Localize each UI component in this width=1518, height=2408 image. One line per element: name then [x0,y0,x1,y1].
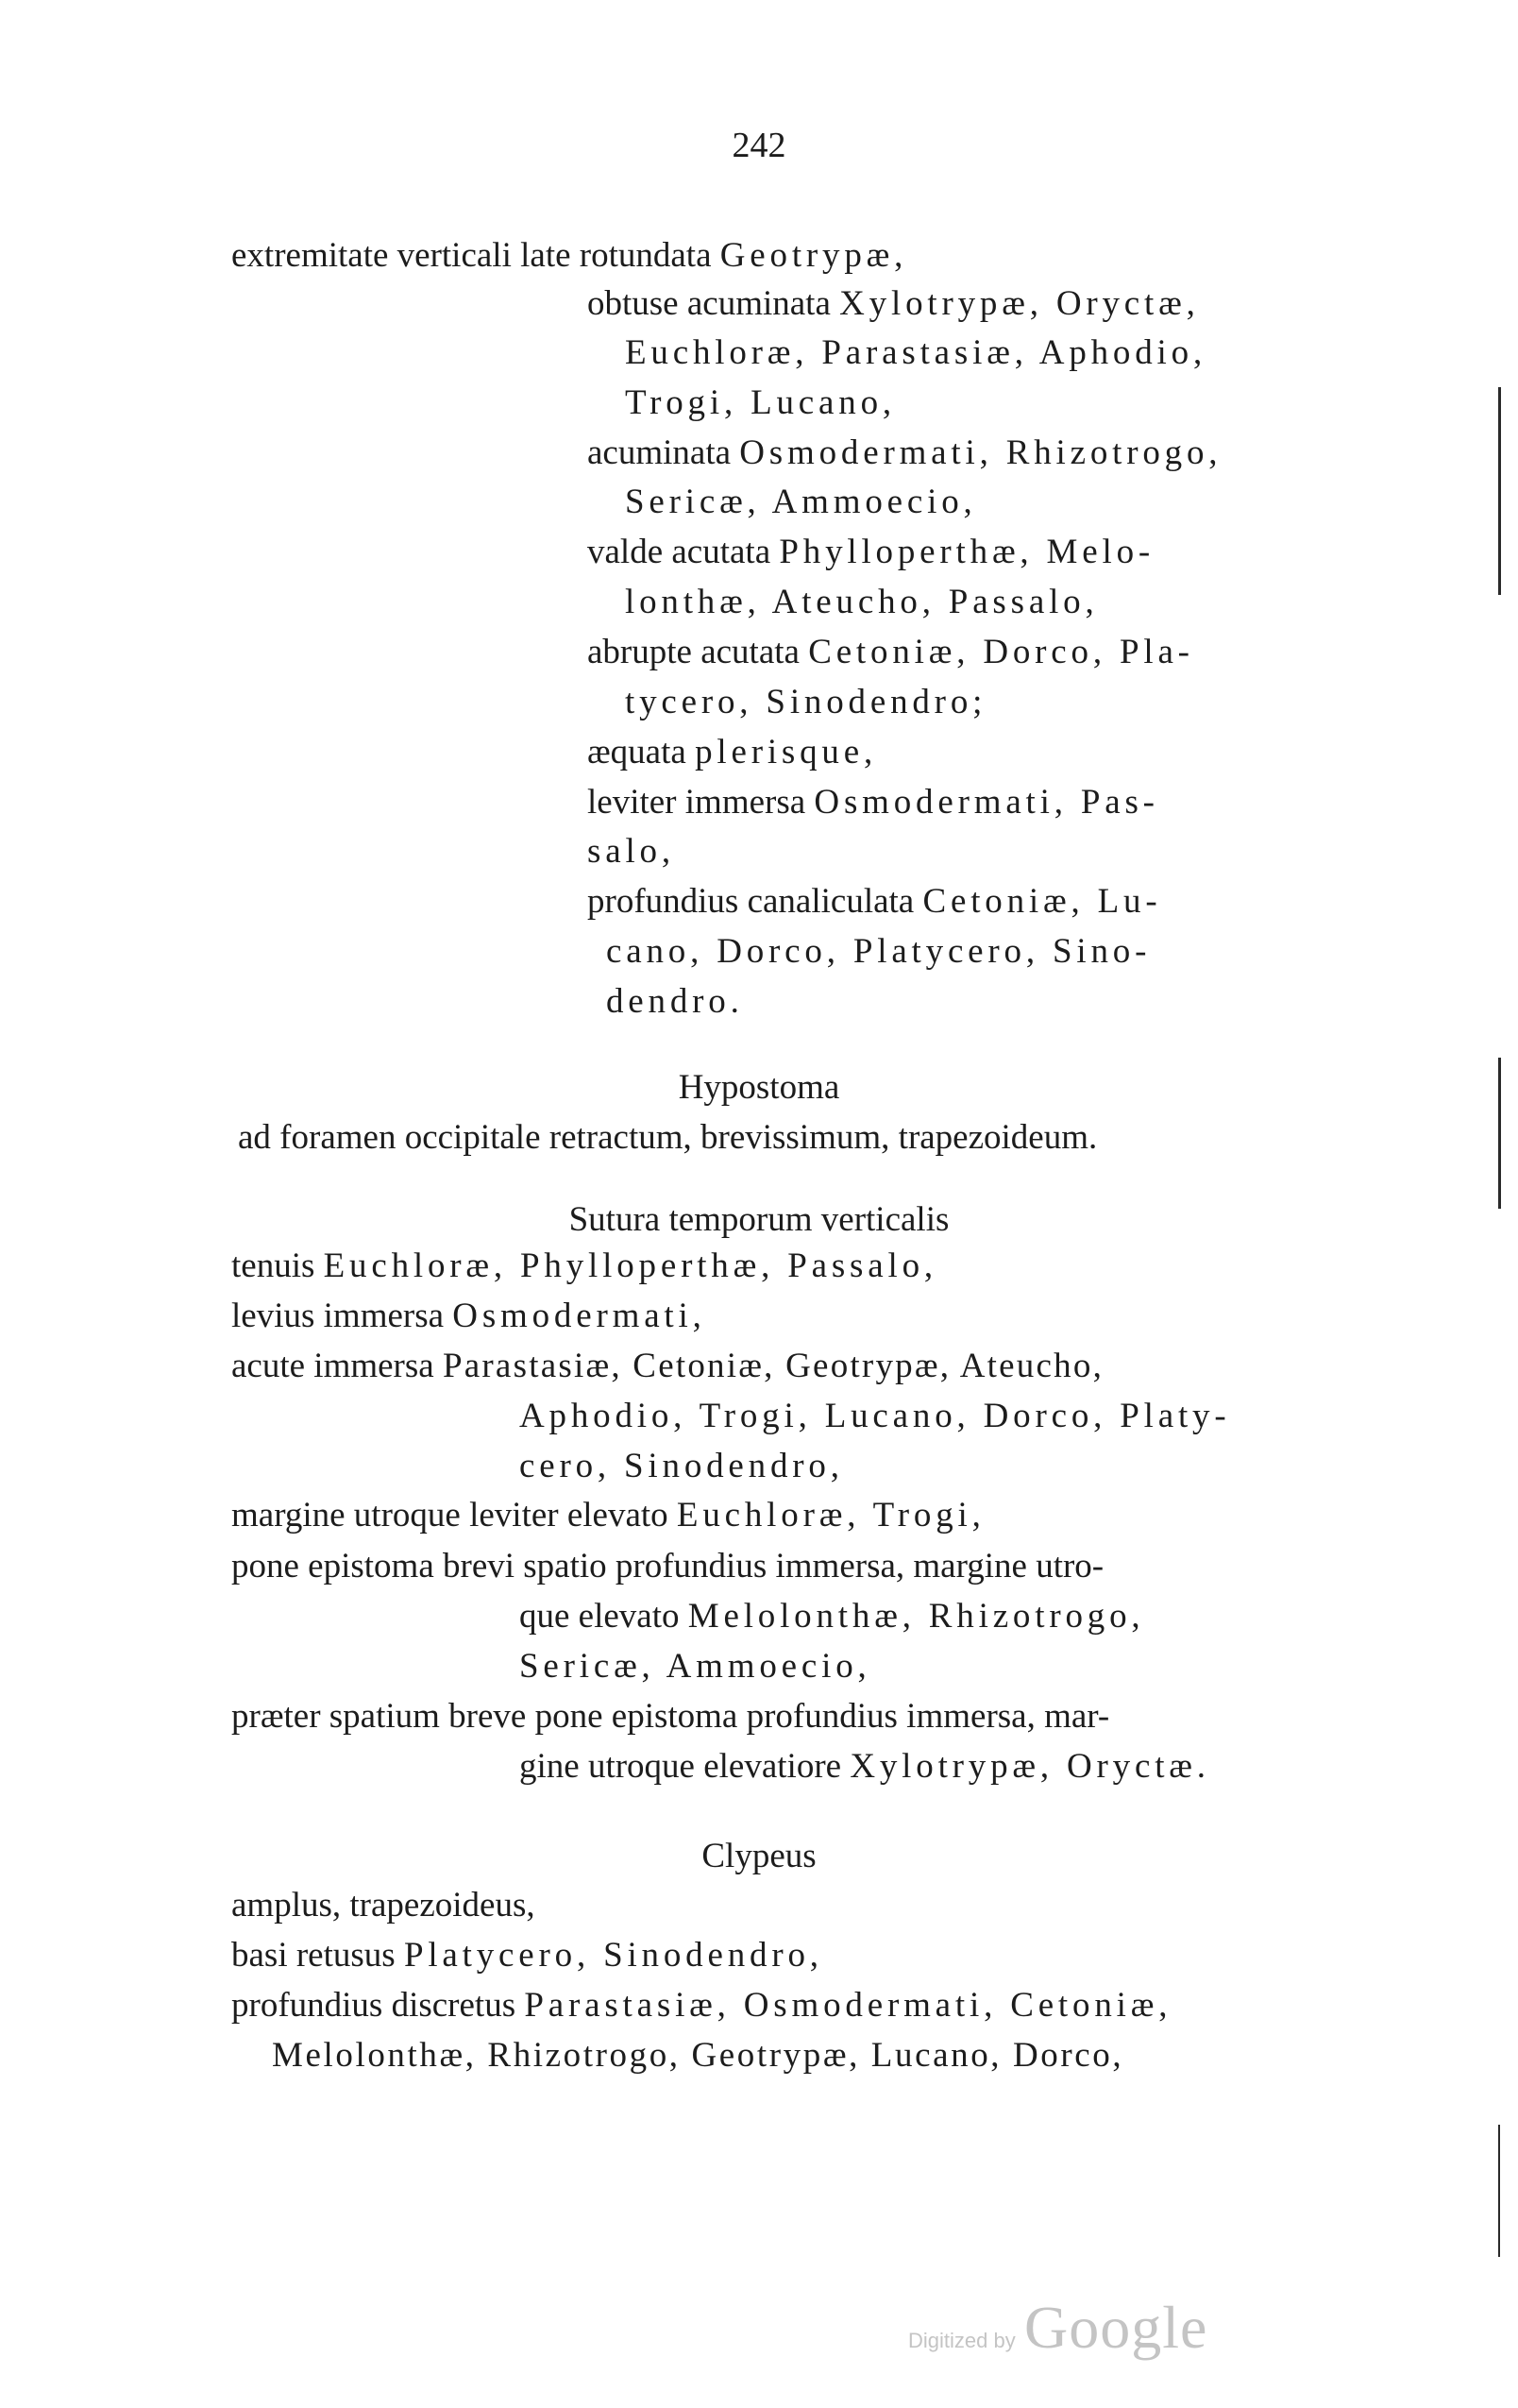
watermark-small-text: Digitized by [908,2329,1016,2352]
plain-text: extremitate verticali late rotundata [231,236,720,275]
genus-name: Melolonthæ, Rhizotrogo, Geotrypæ, Lucano, Dorco, [272,2036,1124,2075]
text-line [231,1988,1172,2023]
google-logo-text: Google [1023,2294,1208,2361]
text-line [519,1649,871,1684]
text-line [519,1749,1210,1784]
genus-name: plerisque, [695,733,878,772]
text-line [231,1938,823,1973]
text-line [231,1699,1109,1734]
text-line [272,2038,1123,2073]
genus-name: Euchloræ, Phylloperthæ, Passalo, [323,1246,937,1285]
text-line [231,1348,1104,1383]
genus-name: Osmodermati, Rhizotrogo, [739,433,1223,472]
plain-text: tenuis [231,1246,324,1285]
text-line [231,1248,937,1283]
genus-name: Osmodermati, [452,1297,706,1335]
text-line [519,1399,1231,1433]
genus-name: Xylotrypæ, Oryctæ. [850,1747,1210,1786]
text-line [231,1888,535,1923]
genus-name: Cetoniæ, Lu- [922,882,1162,921]
plain-text: pone epistoma brevi spatio profundius immersa, margine utro- [231,1547,1105,1586]
page-number: 242 [732,126,786,165]
plain-text: levius immersa [231,1297,453,1335]
genus-name: Aphodio, Trogi, Lucano, Dorco, Platy- [519,1397,1231,1435]
section-heading-clypeus: Clypeus [701,1837,817,1875]
genus-name: Melolonthæ, Rhizotrogo, [687,1597,1145,1636]
text-line [587,834,675,869]
text-line [625,585,1099,619]
plain-text: acuminata [587,433,740,472]
digitized-watermark [908,2293,1207,2363]
text-line [587,534,1155,569]
text-line [587,435,1222,470]
plain-text: præter spatium breve pone epistoma profundius immersa, mar- [231,1697,1110,1736]
text-line [587,785,1159,820]
genus-name: Sericæ, Ammoecio, [519,1647,871,1686]
text-line [231,238,907,273]
text-line [625,685,987,720]
plain-text: profundius canaliculata [587,882,923,921]
text-line [231,1498,986,1533]
plain-text: basi retusus [231,1936,404,1975]
section-heading-sutura: Sutura temporum verticalis [568,1200,950,1239]
plain-text: profundius discretus [231,1986,525,2025]
genus-name: Geotrypæ, [719,236,908,275]
text-line [231,1298,706,1333]
genus-name: Trogi, Lucano, [625,383,896,422]
text-line [231,1549,1104,1584]
plain-text: amplus, trapezoideus, [231,1886,535,1925]
text-line [606,934,1151,969]
genus-name: tycero, Sinodendro; [625,683,987,721]
text-line [625,335,1206,370]
plain-text: leviter immersa [587,783,815,822]
plain-text: æquata [587,733,696,772]
plain-text: acute immersa [231,1347,443,1385]
plain-text: que elevato [519,1597,688,1636]
genus-name: Cetoniæ, Dorco, Pla- [808,633,1194,671]
plain-text: margine utroque leviter elevato [231,1496,677,1535]
genus-name: lonthæ, Ateucho, Passalo, [625,583,1099,621]
genus-name: cero, Sinodendro, [519,1447,844,1485]
plain-text: abrupte acutata [587,633,809,671]
text-line: ad foramen occipitale retractum, brevissimum, trapezoideum. [238,1118,1098,1157]
scan-edge-line [1498,1058,1501,1209]
text-line [606,984,744,1019]
genus-name: Sericæ, Ammoecio, [625,483,977,521]
genus-name: salo, [587,832,675,871]
genus-name: Euchloræ, Parastasiæ, Aphodio, [625,333,1207,372]
plain-text: gine utroque elevatiore [519,1747,851,1786]
genus-name: Platycero, Sinodendro, [403,1936,823,1975]
genus-name: Osmodermati, Pas- [814,783,1159,822]
genus-name: Parastasiæ, Cetoniæ, Geotrypæ, Ateucho, [442,1347,1105,1385]
plain-text: obtuse acuminata [587,284,840,323]
genus-name: cano, Dorco, Platycero, Sino- [606,932,1152,971]
plain-text: valde acutata [587,533,780,571]
scan-edge-line [1498,387,1501,595]
text-line [625,385,896,420]
text-line [625,484,977,519]
genus-name: Phylloperthæ, Melo- [779,533,1155,571]
genus-name: Parastasiæ, Osmodermati, Cetoniæ, [524,1986,1172,2025]
text-line [587,735,877,770]
section-heading-hypostoma: Hypostoma [678,1068,840,1107]
genus-name: Euchloræ, Trogi, [676,1496,986,1535]
text-line [519,1599,1144,1634]
text-line [587,635,1194,670]
text-line [587,286,1200,321]
genus-name: dendro. [606,982,744,1021]
scan-edge-line [1498,2125,1500,2257]
text-line [587,884,1161,919]
text-line [519,1449,844,1484]
genus-name: Xylotrypæ, Oryctæ, [839,284,1200,323]
